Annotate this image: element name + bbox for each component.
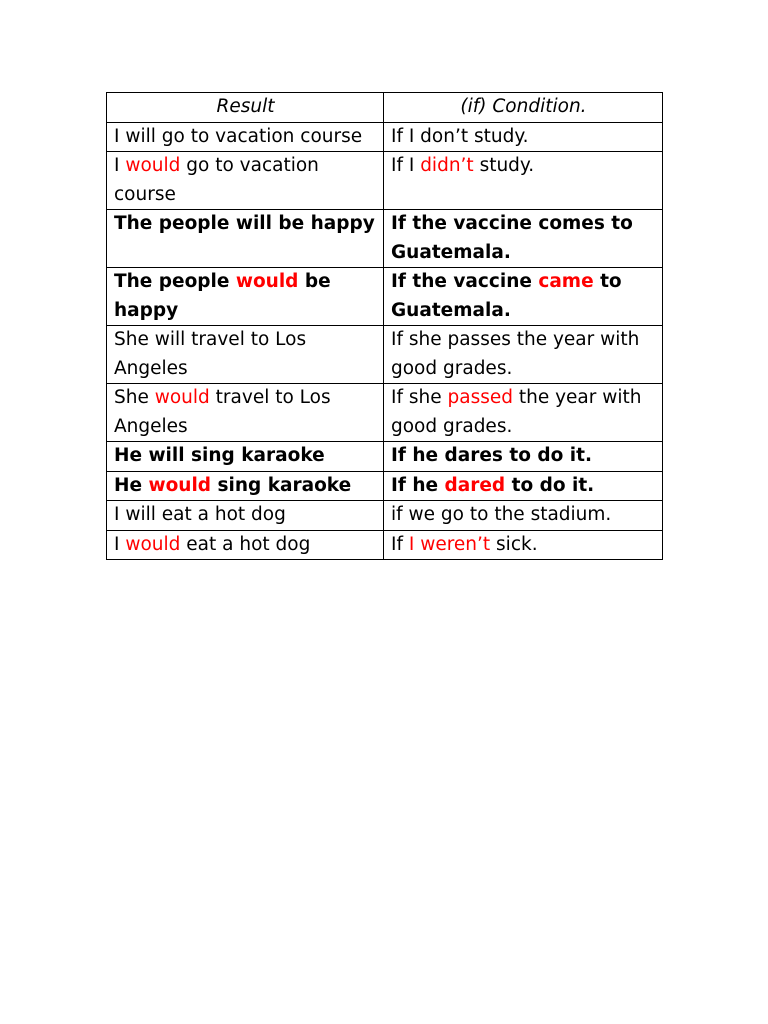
- cell-text: the year with good grades.: [391, 387, 642, 437]
- table-row: [107, 122, 663, 152]
- condition-cell: [384, 442, 663, 472]
- highlighted-word: didn’t: [420, 155, 474, 176]
- table-row: [107, 210, 663, 268]
- highlighted-word: would: [235, 271, 299, 292]
- table-row: [107, 326, 663, 384]
- cell-text: If he: [391, 474, 445, 496]
- highlighted-word: dared: [444, 474, 506, 496]
- highlighted-word: came: [538, 271, 594, 292]
- condition-cell: [384, 501, 663, 531]
- cell-text: If the vaccine comes to Guatemala.: [391, 213, 633, 263]
- result-cell: [107, 530, 384, 560]
- condition-cell: [384, 326, 663, 384]
- table-header-row: [107, 93, 663, 123]
- cell-text: She will travel to Los Angeles: [114, 329, 307, 379]
- table-row: [107, 530, 663, 560]
- cell-text: eat a hot dog: [180, 533, 311, 555]
- condition-cell: [384, 122, 663, 152]
- cell-text: go to vacation course: [114, 155, 319, 205]
- highlighted-word: would: [125, 155, 181, 176]
- cell-text: If she: [391, 387, 448, 408]
- highlighted-word: passed: [447, 387, 513, 408]
- conditionals-table: [106, 92, 663, 560]
- cell-text: I will eat a hot dog: [114, 504, 286, 525]
- table-row: [107, 471, 663, 501]
- cell-text: She: [114, 387, 155, 408]
- table-row: [107, 384, 663, 442]
- cell-text: sing karaoke: [211, 474, 352, 496]
- condition-cell: [384, 152, 663, 210]
- condition-cell: [384, 471, 663, 501]
- condition-cell: [384, 384, 663, 442]
- highlighted-word: would: [148, 474, 212, 496]
- highlighted-word: I weren’t: [408, 533, 491, 555]
- cell-text: The people: [114, 271, 236, 292]
- result-cell: [107, 152, 384, 210]
- result-cell: [107, 471, 384, 501]
- cell-text: I: [114, 533, 126, 555]
- cell-text: If he dares to do it.: [391, 445, 592, 466]
- result-cell: [107, 501, 384, 531]
- cell-text: be happy: [114, 271, 331, 321]
- table-row: [107, 501, 663, 531]
- condition-cell: [384, 210, 663, 268]
- cell-text: He: [114, 474, 149, 496]
- result-cell: [107, 384, 384, 442]
- result-cell: [107, 326, 384, 384]
- condition-column-header: (if) Condition.: [384, 93, 663, 123]
- cell-text: to do it.: [505, 474, 595, 496]
- cell-text: I: [114, 155, 126, 176]
- result-cell: [107, 210, 384, 268]
- cell-text: travel to Los Angeles: [114, 387, 331, 437]
- cell-text: if we go to the stadium.: [391, 504, 612, 525]
- highlighted-word: would: [125, 533, 181, 555]
- cell-text: If she passes the year with good grades.: [391, 329, 640, 379]
- condition-cell: [384, 530, 663, 560]
- table-row: [107, 268, 663, 326]
- cell-text: If I: [391, 155, 421, 176]
- table-row: [107, 152, 663, 210]
- highlighted-word: would: [154, 387, 210, 408]
- cell-text: He will sing karaoke: [114, 445, 325, 466]
- table-row: [107, 442, 663, 472]
- cell-text: If I don’t study.: [391, 125, 529, 147]
- cell-text: If the vaccine: [391, 271, 539, 292]
- cell-text: The people will be happy: [114, 213, 375, 234]
- result-cell: [107, 268, 384, 326]
- cell-text: study.: [473, 155, 535, 176]
- condition-cell: [384, 268, 663, 326]
- result-column-header: Result: [107, 93, 384, 123]
- cell-text: to Guatemala.: [391, 271, 622, 321]
- result-cell: [107, 122, 384, 152]
- cell-text: I will go to vacation course: [114, 125, 363, 147]
- result-cell: [107, 442, 384, 472]
- cell-text: sick.: [490, 533, 538, 555]
- table-body: [107, 122, 663, 560]
- cell-text: If: [391, 533, 409, 555]
